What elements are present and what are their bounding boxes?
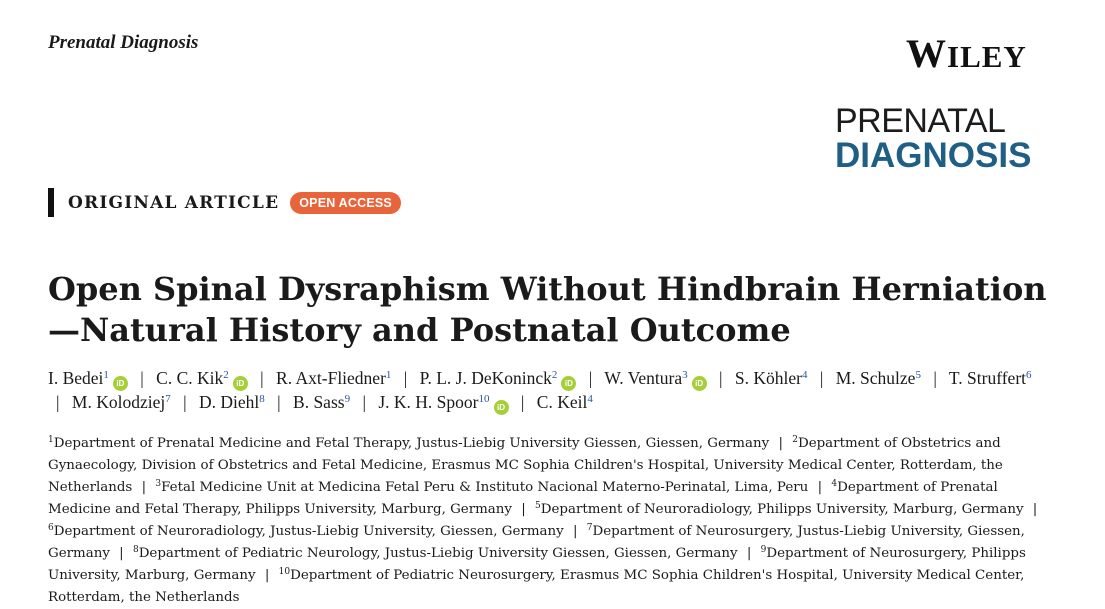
affiliation-separator: | xyxy=(119,546,124,561)
affiliation-text: Department of Pediatric Neurology, Justus-Liebig University Giessen, Giessen, Germany xyxy=(138,546,738,561)
author-separator: | xyxy=(260,368,264,388)
author-separator: | xyxy=(719,368,723,388)
author-affiliation-ref[interactable]: 4 xyxy=(587,393,593,405)
author-name[interactable]: C. C. Kik xyxy=(156,368,224,388)
affiliation-item xyxy=(133,546,738,561)
author-name[interactable]: P. L. J. DeKoninck xyxy=(419,368,552,388)
journal-logo-line2: DIAGNOSIS xyxy=(835,136,1032,175)
wiley-logo-rest: ILEY xyxy=(947,39,1027,74)
author-affiliation-ref[interactable]: 2 xyxy=(223,369,229,381)
affiliation-separator: | xyxy=(572,524,578,539)
author-name[interactable]: M. Schulze xyxy=(835,368,916,388)
article-type-bar xyxy=(48,188,54,217)
journal-logo-line1: PRENATAL xyxy=(835,102,1006,140)
author[interactable] xyxy=(293,392,350,412)
affiliation-number: 3 xyxy=(155,479,162,489)
affiliation-number: 8 xyxy=(132,545,139,555)
author-separator: | xyxy=(819,368,824,388)
affiliation-item xyxy=(535,502,1023,517)
author-separator: | xyxy=(403,368,408,388)
author-separator: | xyxy=(362,392,366,412)
author[interactable] xyxy=(836,368,921,388)
author[interactable] xyxy=(199,392,265,412)
author-separator: | xyxy=(183,392,187,412)
affiliation-number: 1 xyxy=(48,435,54,445)
author-name[interactable]: W. Ventura xyxy=(604,368,683,388)
author-separator: | xyxy=(520,392,525,412)
affiliation-separator: | xyxy=(521,502,526,517)
author-affiliation-ref[interactable]: 4 xyxy=(801,369,808,381)
affiliation-separator: | xyxy=(817,480,823,495)
affiliation-list xyxy=(48,433,1048,609)
affiliation-number: 6 xyxy=(48,523,54,533)
author-affiliation-ref[interactable]: 1 xyxy=(103,369,109,381)
author-list xyxy=(48,367,1048,415)
affiliation-text: Fetal Medicine Unit at Medicina Fetal Peru & Instituto Nacional Materno-Perinatal, Lima, Peru xyxy=(161,480,809,495)
author[interactable] xyxy=(537,392,593,412)
affiliation-item xyxy=(155,480,808,495)
author-name[interactable]: T. Struffert xyxy=(948,368,1027,388)
author-affiliation-ref[interactable]: 8 xyxy=(259,393,265,405)
author-affiliation-ref[interactable]: 2 xyxy=(551,369,558,381)
author-separator: | xyxy=(933,368,937,388)
author-affiliation-ref[interactable]: 6 xyxy=(1026,369,1032,381)
author-name[interactable]: D. Diehl xyxy=(198,392,260,412)
affiliation-number: 4 xyxy=(831,479,838,489)
affiliation-item xyxy=(48,524,564,539)
author[interactable] xyxy=(156,368,248,388)
affiliation-separator: | xyxy=(264,568,270,583)
author[interactable] xyxy=(48,368,128,388)
author-affiliation-ref[interactable]: 10 xyxy=(478,393,490,405)
affiliation-separator: | xyxy=(778,436,783,451)
article-type-label: ORIGINAL ARTICLE xyxy=(68,192,280,213)
affiliation-number: 2 xyxy=(792,435,798,445)
author-separator: | xyxy=(588,368,593,388)
orcid-icon[interactable]: iD xyxy=(494,400,509,415)
author[interactable] xyxy=(604,368,706,388)
affiliation-number: 9 xyxy=(760,545,767,555)
author-affiliation-ref[interactable]: 3 xyxy=(682,369,688,381)
author[interactable] xyxy=(378,392,508,412)
author[interactable] xyxy=(276,368,391,388)
author-name[interactable]: S. Köhler xyxy=(734,368,802,388)
author[interactable] xyxy=(72,392,171,412)
orcid-icon[interactable]: iD xyxy=(692,376,707,391)
orcid-icon[interactable]: iD xyxy=(561,376,576,391)
affiliation-separator: | xyxy=(141,480,147,495)
author-separator: | xyxy=(140,368,144,388)
article-title: Open Spinal Dysraphism Without Hindbrain Herniation—Natural History and Postnatal Outcome xyxy=(48,270,1047,349)
author[interactable] xyxy=(949,368,1032,388)
affiliation-number: 5 xyxy=(535,501,541,511)
affiliation-item xyxy=(48,436,769,451)
author-separator: | xyxy=(277,392,281,412)
affiliation-separator: | xyxy=(1032,502,1038,517)
author-name[interactable]: B. Sass xyxy=(293,392,345,412)
journal-logo[interactable] xyxy=(835,104,1057,174)
author[interactable] xyxy=(420,368,577,388)
journal-name[interactable]: Prenatal Diagnosis xyxy=(48,32,199,53)
affiliation-text: Department of Neurosurgery, Philipps University, Marburg, Germany xyxy=(48,546,1026,583)
author-name[interactable]: R. Axt-Fliedner xyxy=(276,368,386,388)
affiliation-text: Department of Obstetrics and Gynaecology, Division of Obstetrics and Fetal Medicine, Erasmus MC Sophia Children's Hospital, University Medical Center, Rotterdam, the Netherlands xyxy=(48,436,1003,495)
affiliation-number: 7 xyxy=(586,523,593,533)
author-separator: | xyxy=(56,392,60,412)
author-name[interactable]: M. Kolodziej xyxy=(71,392,166,412)
affiliation-number: 10 xyxy=(278,567,291,577)
author-name[interactable]: J. K. H. Spoor xyxy=(378,392,479,412)
affiliation-text: Department of Prenatal Medicine and Fetal Therapy, Philipps University, Marburg, Germany xyxy=(48,480,998,517)
orcid-icon[interactable]: iD xyxy=(233,376,248,391)
orcid-icon[interactable]: iD xyxy=(113,376,128,391)
open-access-badge[interactable]: OPEN ACCESS xyxy=(290,192,401,214)
affiliation-text: Department of Pediatric Neurosurgery, Erasmus MC Sophia Children's Hospital, University Medical Center, Rotterdam, the Netherlands xyxy=(48,568,1025,605)
wiley-logo-first-letter: W xyxy=(906,31,947,76)
affiliation-text: Department of Prenatal Medicine and Fetal Therapy, Justus-Liebig University Giessen, Giessen, Germany xyxy=(53,436,770,451)
affiliation-separator: | xyxy=(746,546,752,561)
author-affiliation-ref[interactable]: 1 xyxy=(385,369,392,381)
affiliation-text: Department of Neurosurgery, Justus-Liebig University, Giessen, Germany xyxy=(48,524,1025,561)
author-affiliation-ref[interactable]: 7 xyxy=(165,393,171,405)
affiliation-text: Department of Neuroradiology, Justus-Liebig University, Giessen, Germany xyxy=(53,524,564,539)
affiliation-text: Department of Neuroradiology, Philipps University, Marburg, Germany xyxy=(540,502,1024,517)
article-type-header xyxy=(48,188,401,217)
author[interactable] xyxy=(735,368,808,388)
author-name[interactable]: C. Keil xyxy=(536,392,588,412)
author-name[interactable]: I. Bedei xyxy=(48,368,104,388)
author-affiliation-ref[interactable]: 9 xyxy=(344,393,351,405)
author-affiliation-ref[interactable]: 5 xyxy=(915,369,921,381)
wiley-logo[interactable] xyxy=(906,31,1056,76)
